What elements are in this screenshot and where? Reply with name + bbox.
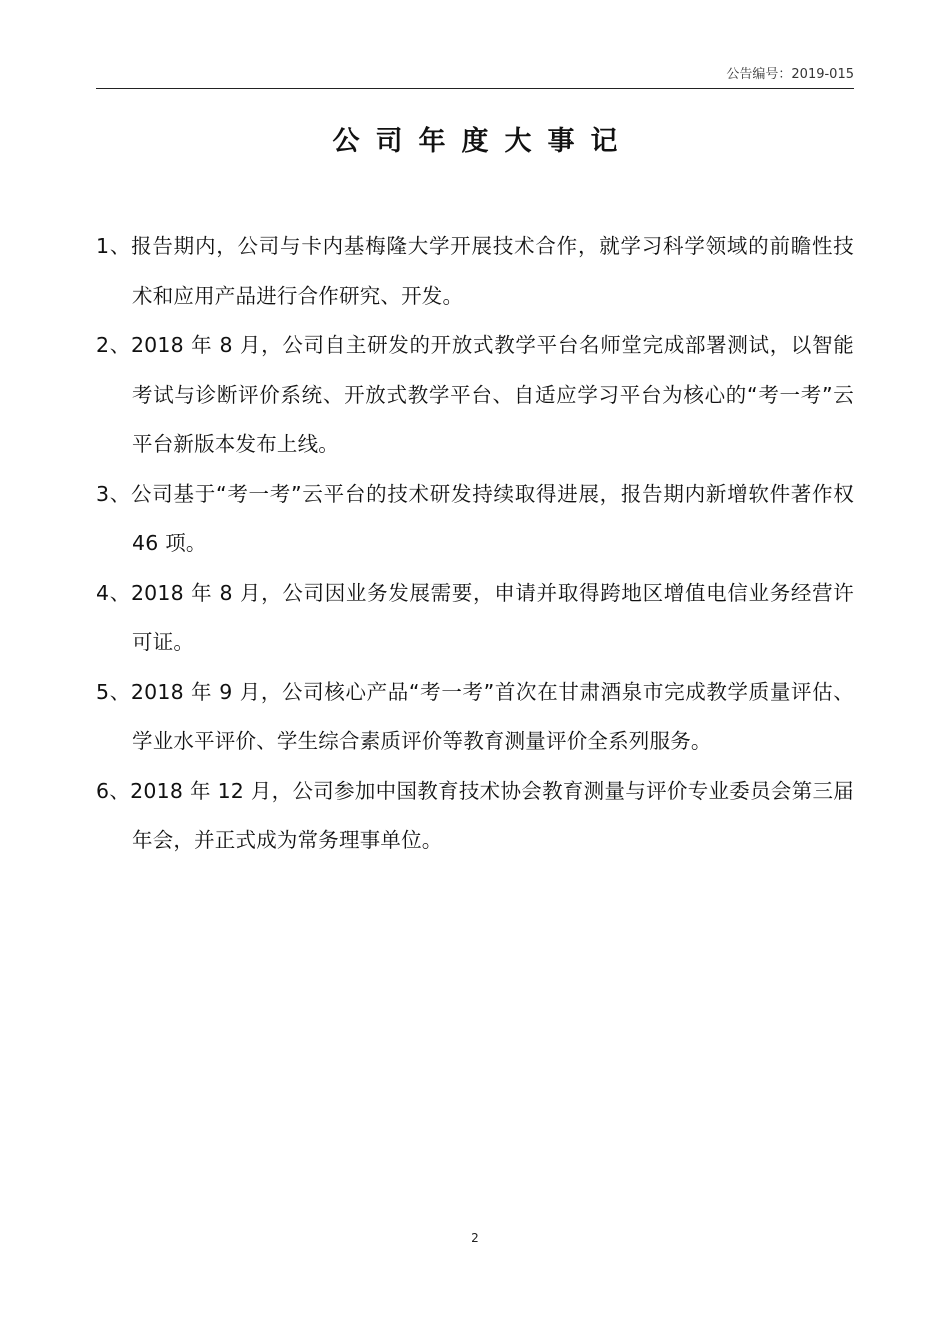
item-number: 5、 (96, 679, 131, 704)
announcement-code: 公告编号：2019-015 (726, 67, 854, 82)
events-list (96, 222, 854, 866)
page-number: 2 (471, 1231, 479, 1245)
item-text: 2018 年 8 月，公司因业务发展需要，申请并取得跨地区增值电信业务经营许可证。 (130, 580, 854, 654)
list-item (96, 470, 854, 569)
page-title: 公司年度大事记 (332, 126, 634, 157)
item-number: 3、 (96, 481, 132, 506)
item-text: 公司基于“考一考”云平台的技术研发持续取得进展，报告期内新增软件著作权 46 项。 (131, 481, 854, 555)
item-number: 1、 (96, 234, 132, 258)
item-number: 6、 (96, 778, 131, 803)
item-text: 2018 年 12 月，公司参加中国教育技术协会教育测量与评价专业委员会第三届年会，并正式成为常务理事单位。 (130, 778, 854, 852)
item-text: 2018 年 9 月，公司核心产品“考一考”首次在甘肃酒泉市完成教学质量评估、学业水平评价、学生综合素质评价等教育测量评价全系列服务。 (130, 679, 854, 753)
item-text: 报告期内，公司与卡内基梅隆大学开展技术合作，就学习科学领域的前瞻性技术和应用产品进行合作研究、开发。 (131, 234, 854, 308)
list-item (96, 767, 854, 866)
item-text: 2018 年 8 月，公司自主研发的开放式教学平台名师堂完成部署测试，以智能考试与诊断评价系统、开放式教学平台、自适应学习平台为核心的“考一考”云平台新版本发布上线。 (130, 333, 854, 456)
list-item (96, 668, 854, 767)
header-divider (96, 88, 854, 89)
list-item (96, 569, 854, 668)
list-item (96, 222, 854, 321)
item-number: 2、 (96, 333, 131, 357)
item-number: 4、 (96, 580, 131, 605)
list-item (96, 321, 854, 470)
